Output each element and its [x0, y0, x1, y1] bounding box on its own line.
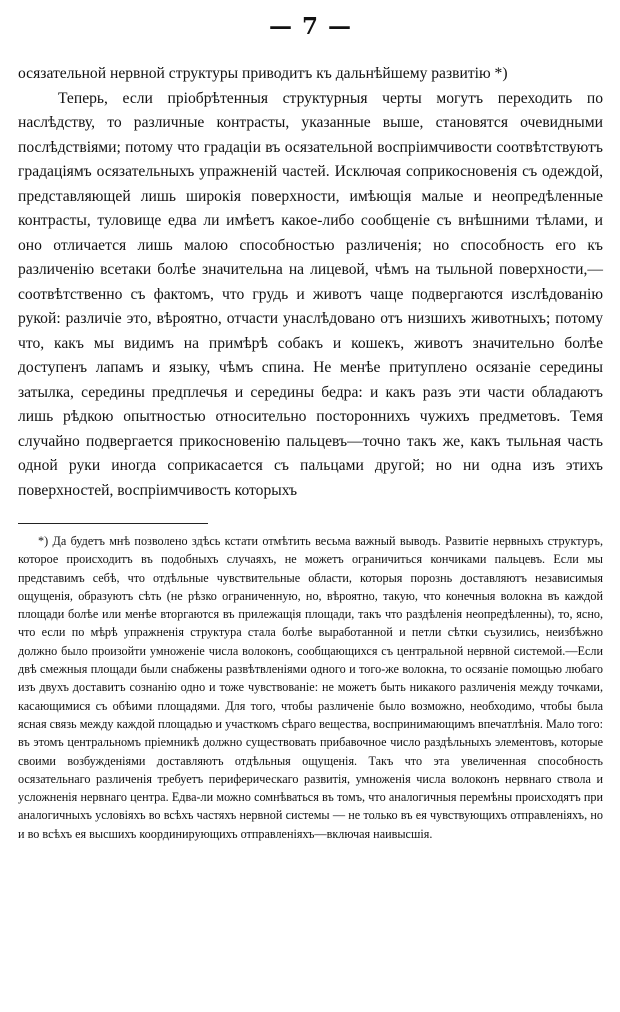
document-page [18, 0, 603, 843]
footnote-divider [18, 523, 208, 524]
paragraph-main: Теперь, если пріобрѣтенныя структурныя черты могутъ переходить по наслѣдству, то различные контрасты, указанные выше, становятся очевидными послѣдствіями; потому что градаціи въ осязательной воспріимчивости соотвѣтствуютъ градаціямъ осязательныхъ упражненій частей. Исключая соприкосновенія съ одеждой, представляющей лишь широкія поверхности, имѣющія малые и неопредѣленные контрасты, туловище едва ли имѣетъ какое-либо сообщеніе съ внѣшними тѣлами, и оно отличается лишь малою способностью различенія; но способность его къ различенію всетаки болѣе значительна на лицевой, чѣмъ на тыльной поверхности,—соотвѣтственно съ фактомъ, что грудь и животъ чаще подвергаются изслѣдованію рукой: различіе это, вѣроятно, отчасти унаслѣдовано отъ низшихъ животныхъ; потому что, какъ мы видимъ на примѣрѣ собакъ и кошекъ, животъ значительно болѣе доступенъ лапамъ и языку, чѣмъ спина. Не менѣе притуплено осязаніе середины затылка, середины предплечья и середины бедра: и какъ разъ эти части обладаютъ лишь рѣдкою опытностью относительно постороннихъ чужихъ предметовъ. Темя случайно подвергается прикосновенію пальцевъ—точно такъ же, какъ тыльная часть одной руки иногда соприкасается съ пальцами другой; но ни одна изъ этихъ поверхностей, воспріимчивость которыхъ [18, 89, 603, 499]
footnote: *) Да будетъ мнѣ позволено здѣсь кстати отмѣтить весьма важный выводъ. Развитіе нервныхъ структуръ, которое происходитъ въ подобныхъ случаяхъ, не можетъ ограничиться кончиками пальцевъ. Если мы представимъ себѣ, что отдѣльные чувствительные области, которыя порознь доставляютъ независимыя ощущенія, образуютъ сѣть (не рѣзко ограниченную, но, вѣроятно, такую, что конечныя волокна въ каждой площади болѣе или менѣе вторгаются въ прилежащія площади, такъ что раздѣленія неопредѣленны), то, ясно, что если по мѣрѣ упражненія структура стала болѣе выработанной и петли сѣтки съузились, неизбѣжно должно было произойти умноженіе числа волоконъ, сообщающихся съ центральной нервной системой.—Если двѣ смежныя площади были снабжены развѣтвленіями одного и того-же волокна, то осязаніе помощью любаго изъ двухъ доставитъ сознанію одно и тоже чувствованіе: не можетъ быть никакого различенія между точками, касающимися съ обѣими площадями. Для того, чтобы различеніе было возможно, необходимо, чтобы была ясная связь между каждой площадью и участкомъ сѣраго вещества, воспринимающимъ впечатлѣнія. Мало того: въ этомъ центральномъ пріемникѣ должно существовать прибавочное число раздѣльныхъ элементовъ, которые своими возбужденіями доставляютъ отдѣльныя ощущенія. Такъ что эта увеличенная способность осязательнаго различенія требуетъ периферическаго развитія, умноженія числа волоконъ нервнаго ствола и усложненія нервнаго центра. Едва-ли можно сомнѣваться въ томъ, что аналогичныя перемѣны происходятъ при аналогичныхъ условіяхъ во всѣхъ частяхъ нервной системы — не только въ ея чувствующихъ отправленіяхъ, но и во всѣхъ ея высшихъ координирующихъ отправленіяхъ—включая наивысшія. [18, 534, 603, 841]
paragraph-continuation: осязательной нервной структуры приводитъ къ дальнѣйшему развитію *) [18, 65, 508, 82]
page-number: — 7 — [268, 13, 353, 40]
main-text [18, 62, 603, 503]
